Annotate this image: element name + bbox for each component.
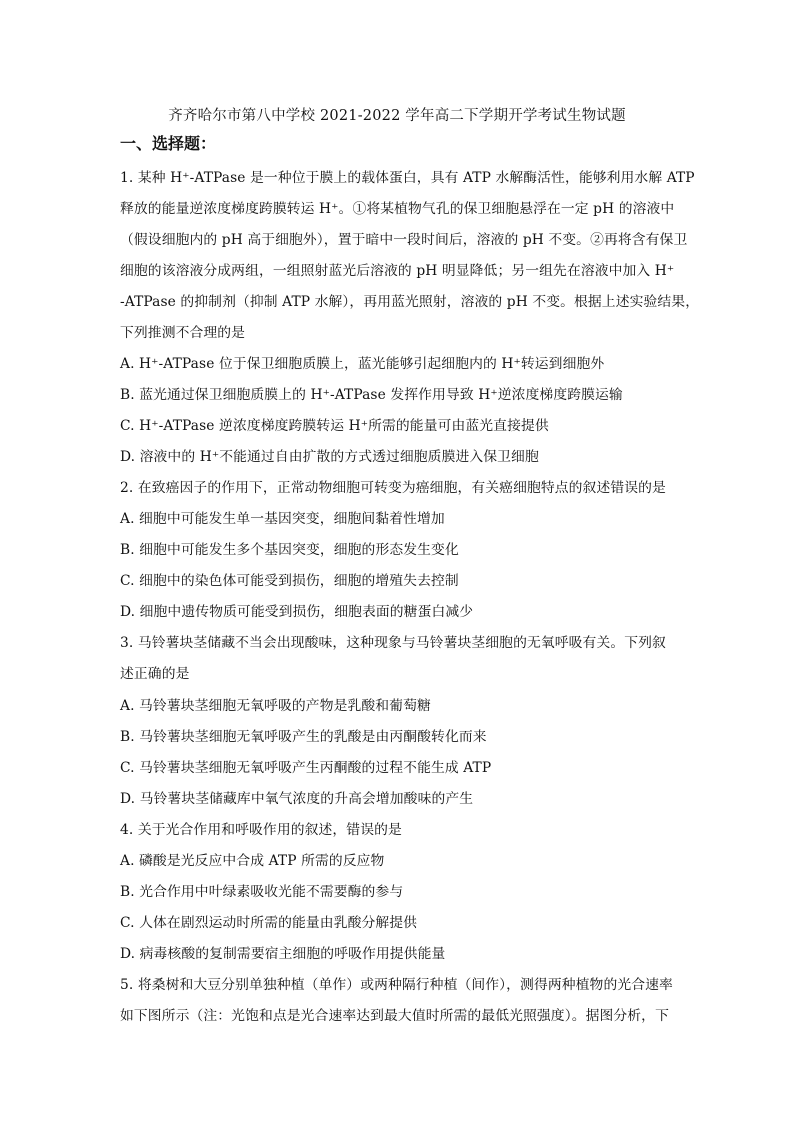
question-4-option-a: A. 磷酸是光反应中合成 ATP 所需的反应物 bbox=[120, 853, 385, 869]
question-1-option-b: B. 蓝光通过保卫细胞质膜上的 H⁺-ATPase 发挥作用导致 H⁺逆浓度梯度跨膜运输 bbox=[120, 387, 623, 403]
question-2-option-a: A. 细胞中可能发生单一基因突变，细胞间黏着性增加 bbox=[120, 511, 445, 527]
question-4-option-d: D. 病毒核酸的复制需要宿主细胞的呼吸作用提供能量 bbox=[120, 946, 446, 962]
question-2-stem-line: 2. 在致癌因子的作用下，正常动物细胞可转变为癌细胞，有关癌细胞特点的叙述错误的是 bbox=[120, 480, 666, 496]
question-1-stem-line: 下列推测不合理的是 bbox=[120, 325, 246, 341]
question-3-option-a: A. 马铃薯块茎细胞无氧呼吸的产物是乳酸和葡萄糖 bbox=[120, 698, 431, 714]
question-5-stem-line: 5. 将桑树和大豆分别单独种植（单作）或两种隔行种植（间作），测得两种植物的光合速率 bbox=[120, 977, 673, 993]
question-3-option-b: B. 马铃薯块茎细胞无氧呼吸产生的乳酸是由丙酮酸转化而来 bbox=[120, 729, 487, 745]
question-3-stem-line: 述正确的是 bbox=[120, 666, 190, 682]
question-3-option-c: C. 马铃薯块茎细胞无氧呼吸产生丙酮酸的过程不能生成 ATP bbox=[120, 760, 492, 776]
question-3-option-d: D. 马铃薯块茎储藏库中氧气浓度的升高会增加酸味的产生 bbox=[120, 791, 474, 807]
question-5-stem-line: 如下图所示（注：光饱和点是光合速率达到最大值时所需的最低光照强度）。据图分析，下 bbox=[120, 1008, 669, 1024]
question-3-stem-line: 3. 马铃薯块茎储藏不当会出现酸味，这种现象与马铃薯块茎细胞的无氧呼吸有关。下列叙 bbox=[120, 635, 666, 651]
page-title: 齐齐哈尔市第八中学校 2021-2022 学年高二下学期开学考试生物试题 bbox=[168, 108, 626, 124]
question-2-option-c: C. 细胞中的染色体可能受到损伤，细胞的增殖失去控制 bbox=[120, 573, 459, 589]
question-1-option-a: A. H⁺-ATPase 位于保卫细胞质膜上，蓝光能够引起细胞内的 H⁺转运到细胞外 bbox=[120, 356, 605, 372]
question-1-stem-line: （假设细胞内的 pH 高于细胞外），置于暗中一段时间后，溶液的 pH 不变。②再将含有保卫 bbox=[120, 232, 688, 248]
question-4-stem-line: 4. 关于光合作用和呼吸作用的叙述，错误的是 bbox=[120, 822, 402, 838]
question-1-option-c: C. H⁺-ATPase 逆浓度梯度跨膜转运 H⁺所需的能量可由蓝光直接提供 bbox=[120, 418, 549, 434]
question-4-option-b: B. 光合作用中叶绿素吸收光能不需要酶的参与 bbox=[120, 884, 404, 900]
question-2-option-b: B. 细胞中可能发生多个基因突变，细胞的形态发生变化 bbox=[120, 542, 459, 558]
question-2-option-d: D. 细胞中遗传物质可能受到损伤，细胞表面的糖蛋白减少 bbox=[120, 604, 474, 620]
question-1-stem-line: -ATPase 的抑制剂（抑制 ATP 水解），再用蓝光照射，溶液的 pH 不变。根据上述实验结果， bbox=[120, 294, 700, 310]
question-1-stem-line: 细胞的该溶液分成两组，一组照射蓝光后溶液的 pH 明显降低；另一组先在溶液中加入 H⁺ bbox=[120, 263, 675, 279]
question-1-option-d: D. 溶液中的 H⁺不能通过自由扩散的方式透过细胞质膜进入保卫细胞 bbox=[120, 449, 539, 465]
question-1-stem-line: 释放的能量逆浓度梯度跨膜转运 H⁺。①将某植物气孔的保卫细胞悬浮在一定 pH 的溶液中 bbox=[120, 201, 675, 217]
section-heading: 一、选择题： bbox=[120, 134, 217, 153]
question-1-stem-line: 1. 某种 H⁺-ATPase 是一种位于膜上的载体蛋白，具有 ATP 水解酶活性，能够利用水解 ATP bbox=[120, 170, 695, 186]
question-4-option-c: C. 人体在剧烈运动时所需的能量由乳酸分解提供 bbox=[120, 915, 418, 931]
